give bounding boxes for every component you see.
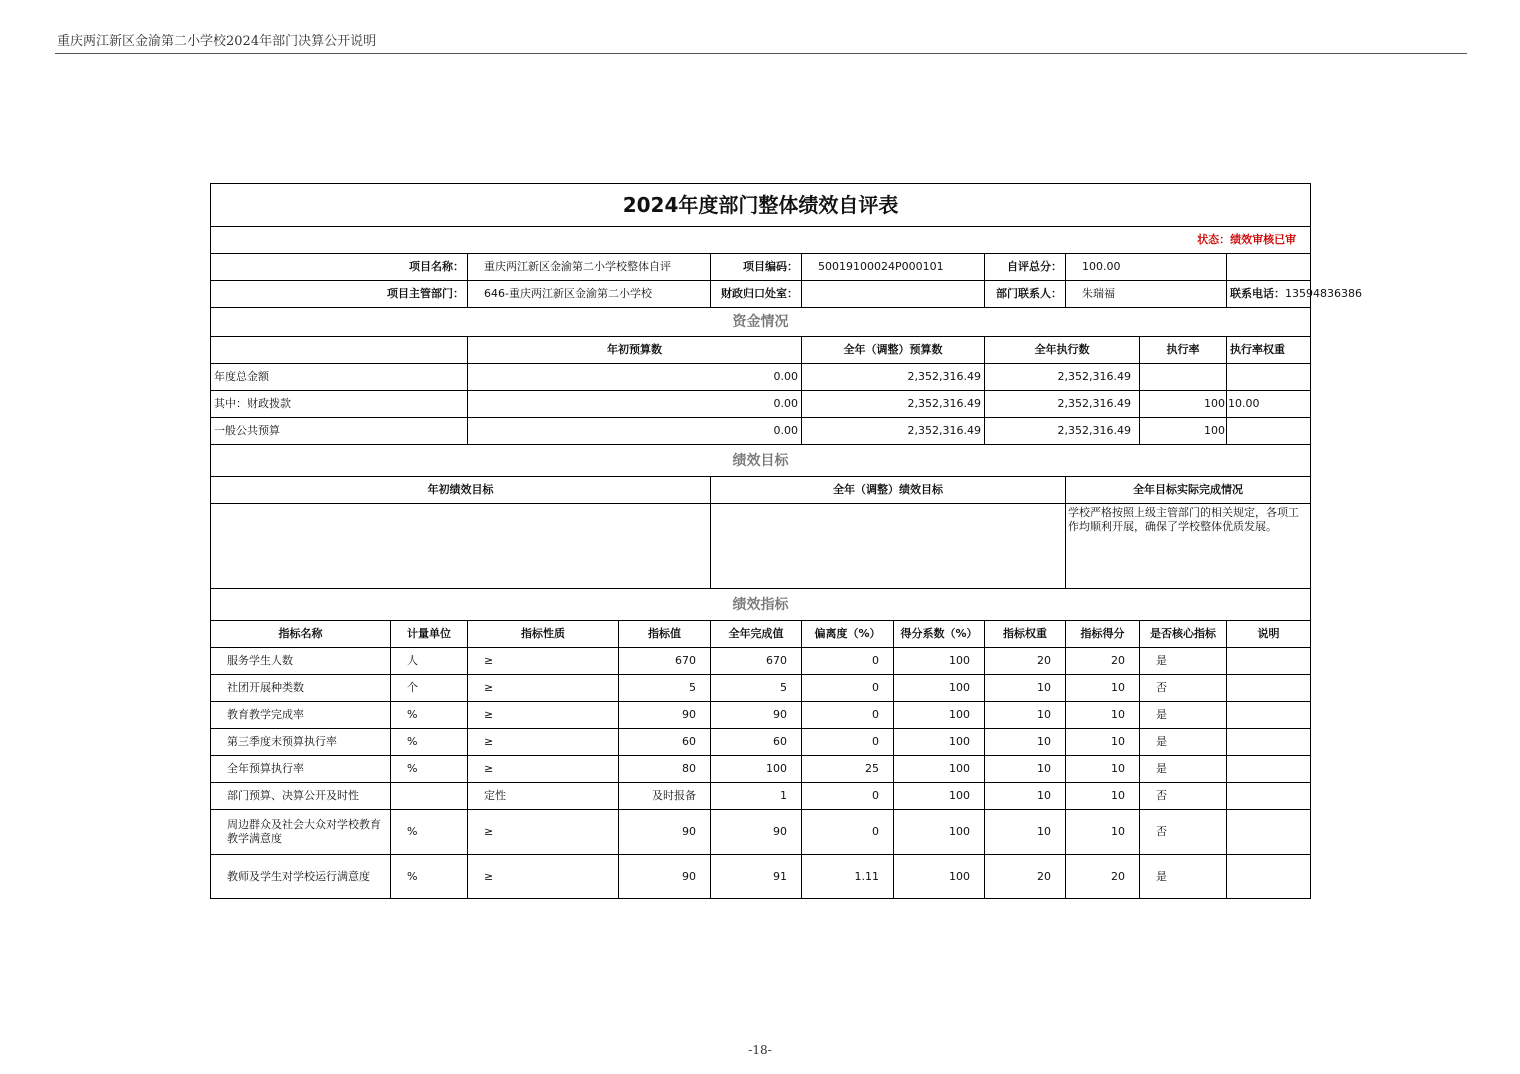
indicator-core: 否 [1140,783,1227,810]
ind-header-target: 指标值 [619,621,711,648]
goals-header-adjusted: 全年（调整）绩效目标 [711,477,1066,504]
indicator-weight: 10 [985,810,1066,855]
indicator-name: 部门预算、决算公开及时性 [211,783,391,810]
ind-header-core: 是否核心指标 [1140,621,1227,648]
indicator-name: 全年预算执行率 [211,756,391,783]
indicator-coef: 100 [894,729,985,756]
form-title: 2024年度部门整体绩效自评表 [211,184,1311,227]
indicator-row [211,729,1311,756]
indicator-name: 社团开展种类数 [211,675,391,702]
indicator-unit [391,783,468,810]
goals-header-actual: 全年目标实际完成情况 [1066,477,1311,504]
indicator-row [211,648,1311,675]
indicator-note [1227,810,1311,855]
indicator-weight: 20 [985,648,1066,675]
indicator-score: 10 [1066,783,1140,810]
indicator-target: 80 [619,756,711,783]
indicator-coef: 100 [894,756,985,783]
indicator-note [1227,855,1311,899]
indicator-weight: 10 [985,756,1066,783]
indicator-target: 及时报备 [619,783,711,810]
indicator-deviation: 0 [802,783,894,810]
indicator-actual: 90 [711,702,802,729]
funds-row-rate [1140,364,1227,391]
indicator-coef: 100 [894,648,985,675]
indicator-actual: 1 [711,783,802,810]
funds-header-rate: 执行率 [1140,337,1227,364]
ind-header-note: 说明 [1227,621,1311,648]
indicator-nature: 定性 [468,783,619,810]
indicator-weight: 10 [985,729,1066,756]
funds-row-rate: 100 [1140,391,1227,418]
header-divider [55,53,1467,54]
indicator-score: 10 [1066,756,1140,783]
empty-cell [1227,254,1311,281]
status-badge: 状态：绩效审核已审 [211,227,1311,254]
indicator-score: 10 [1066,810,1140,855]
dept-value: 646-重庆两江新区金渝第二小学校 [468,281,711,308]
indicator-nature: ≥ [468,810,619,855]
funds-row-weight [1227,418,1311,445]
goals-actual-value: 学校严格按照上级主管部门的相关规定，各项工作均顺利开展，确保了学校整体优质发展。 [1066,504,1311,589]
indicator-row [211,855,1311,899]
indicator-weight: 10 [985,702,1066,729]
indicator-actual: 60 [711,729,802,756]
indicator-nature: ≥ [468,756,619,783]
ind-header-coef: 得分系数（%） [894,621,985,648]
indicator-unit: % [391,702,468,729]
indicator-actual: 90 [711,810,802,855]
funds-row [211,418,1311,445]
indicator-note [1227,702,1311,729]
indicator-score: 20 [1066,648,1140,675]
indicator-target: 90 [619,855,711,899]
funds-row-name: 一般公共预算 [211,418,468,445]
indicator-coef: 100 [894,675,985,702]
funds-row-adjusted: 2,352,316.49 [802,418,985,445]
project-name-label: 项目名称： [211,254,468,281]
indicator-weight: 20 [985,855,1066,899]
project-code-label: 项目编码： [711,254,802,281]
indicator-deviation: 0 [802,729,894,756]
indicator-target: 90 [619,810,711,855]
indicator-core: 是 [1140,648,1227,675]
funds-row-executed: 2,352,316.49 [985,364,1140,391]
goals-adjusted-value [711,504,1066,589]
phone-number: 13594836386 [1285,287,1362,300]
indicator-actual: 91 [711,855,802,899]
indicator-note [1227,648,1311,675]
funds-row-executed: 2,352,316.49 [985,418,1140,445]
goals-section-title: 绩效目标 [211,445,1311,477]
indicator-nature: ≥ [468,729,619,756]
phone-value [1227,281,1362,308]
indicator-row [211,756,1311,783]
funds-row-initial: 0.00 [468,418,802,445]
score-value: 100.00 [1066,254,1227,281]
indicator-actual: 100 [711,756,802,783]
funds-row-weight [1227,364,1311,391]
funds-row-adjusted: 2,352,316.49 [802,364,985,391]
performance-table [210,183,1362,899]
indicator-target: 60 [619,729,711,756]
funds-header-executed: 全年执行数 [985,337,1140,364]
funds-row-weight: 10.00 [1227,391,1311,418]
indicator-core: 否 [1140,675,1227,702]
indicator-unit: % [391,810,468,855]
indicator-note [1227,756,1311,783]
indicator-row [211,702,1311,729]
indicator-name: 服务学生人数 [211,648,391,675]
indicator-coef: 100 [894,702,985,729]
indicator-core: 是 [1140,729,1227,756]
indicator-name: 教育教学完成率 [211,702,391,729]
indicator-nature: ≥ [468,855,619,899]
indicator-name: 教师及学生对学校运行满意度 [211,855,391,899]
funds-header-adjusted: 全年（调整）预算数 [802,337,985,364]
indicator-core: 否 [1140,810,1227,855]
funds-section-title: 资金情况 [211,308,1311,337]
indicator-target: 670 [619,648,711,675]
ind-header-name: 指标名称 [211,621,391,648]
indicator-deviation: 0 [802,810,894,855]
indicator-core: 是 [1140,756,1227,783]
indicator-weight: 10 [985,675,1066,702]
indicator-rows [211,648,1311,899]
indicator-name: 第三季度末预算执行率 [211,729,391,756]
indicator-unit: 人 [391,648,468,675]
indicator-nature: ≥ [468,702,619,729]
funds-header-initial: 年初预算数 [468,337,802,364]
funds-row-name: 年度总金额 [211,364,468,391]
indicator-row [211,810,1311,855]
phone-label: 联系电话： [1230,287,1285,300]
funds-row-initial: 0.00 [468,391,802,418]
goals-initial-value [211,504,711,589]
funds-row-initial: 0.00 [468,364,802,391]
indicator-actual: 5 [711,675,802,702]
indicator-unit: % [391,855,468,899]
funds-row-adjusted: 2,352,316.49 [802,391,985,418]
indicator-core: 是 [1140,702,1227,729]
indicator-note [1227,783,1311,810]
indicator-coef: 100 [894,810,985,855]
ind-header-actual: 全年完成值 [711,621,802,648]
dept-label: 项目主管部门： [211,281,468,308]
indicator-coef: 100 [894,855,985,899]
project-code-value: 50019100024P000101 [802,254,985,281]
indicator-note [1227,675,1311,702]
contact-value: 朱瑞福 [1066,281,1227,308]
indicator-row [211,783,1311,810]
indicators-section-title: 绩效指标 [211,589,1311,621]
indicator-name: 周边群众及社会大众对学校教育教学满意度 [211,810,391,855]
indicator-note [1227,729,1311,756]
finance-value [802,281,985,308]
score-label: 自评总分： [985,254,1066,281]
page-header-title: 重庆两江新区金渝第二小学校2024年部门决算公开说明 [57,34,377,49]
funds-header-blank [211,337,468,364]
indicator-weight: 10 [985,783,1066,810]
funds-row-executed: 2,352,316.49 [985,391,1140,418]
indicator-row [211,675,1311,702]
ind-header-score: 指标得分 [1066,621,1140,648]
contact-label: 部门联系人： [985,281,1066,308]
indicator-score: 10 [1066,675,1140,702]
ind-header-deviation: 偏离度（%） [802,621,894,648]
indicator-nature: ≥ [468,648,619,675]
ind-header-unit: 计量单位 [391,621,468,648]
indicator-unit: 个 [391,675,468,702]
indicator-unit: % [391,756,468,783]
indicator-nature: ≥ [468,675,619,702]
funds-header-weight: 执行率权重 [1227,337,1311,364]
funds-row-name: 其中：财政拨款 [211,391,468,418]
indicator-actual: 670 [711,648,802,675]
ind-header-weight: 指标权重 [985,621,1066,648]
indicator-deviation: 1.11 [802,855,894,899]
goals-header-initial: 年初绩效目标 [211,477,711,504]
finance-label: 财政归口处室： [711,281,802,308]
indicator-target: 90 [619,702,711,729]
indicator-deviation: 0 [802,648,894,675]
indicator-deviation: 0 [802,702,894,729]
indicator-score: 10 [1066,702,1140,729]
ind-header-nature: 指标性质 [468,621,619,648]
page-number: -18- [748,1043,772,1057]
funds-row-rate: 100 [1140,418,1227,445]
indicator-unit: % [391,729,468,756]
indicator-core: 是 [1140,855,1227,899]
indicator-score: 20 [1066,855,1140,899]
indicator-deviation: 25 [802,756,894,783]
indicator-coef: 100 [894,783,985,810]
funds-row [211,364,1311,391]
indicator-target: 5 [619,675,711,702]
funds-row [211,391,1311,418]
project-name-value: 重庆两江新区金渝第二小学校整体自评 [468,254,711,281]
indicator-score: 10 [1066,729,1140,756]
indicator-deviation: 0 [802,675,894,702]
